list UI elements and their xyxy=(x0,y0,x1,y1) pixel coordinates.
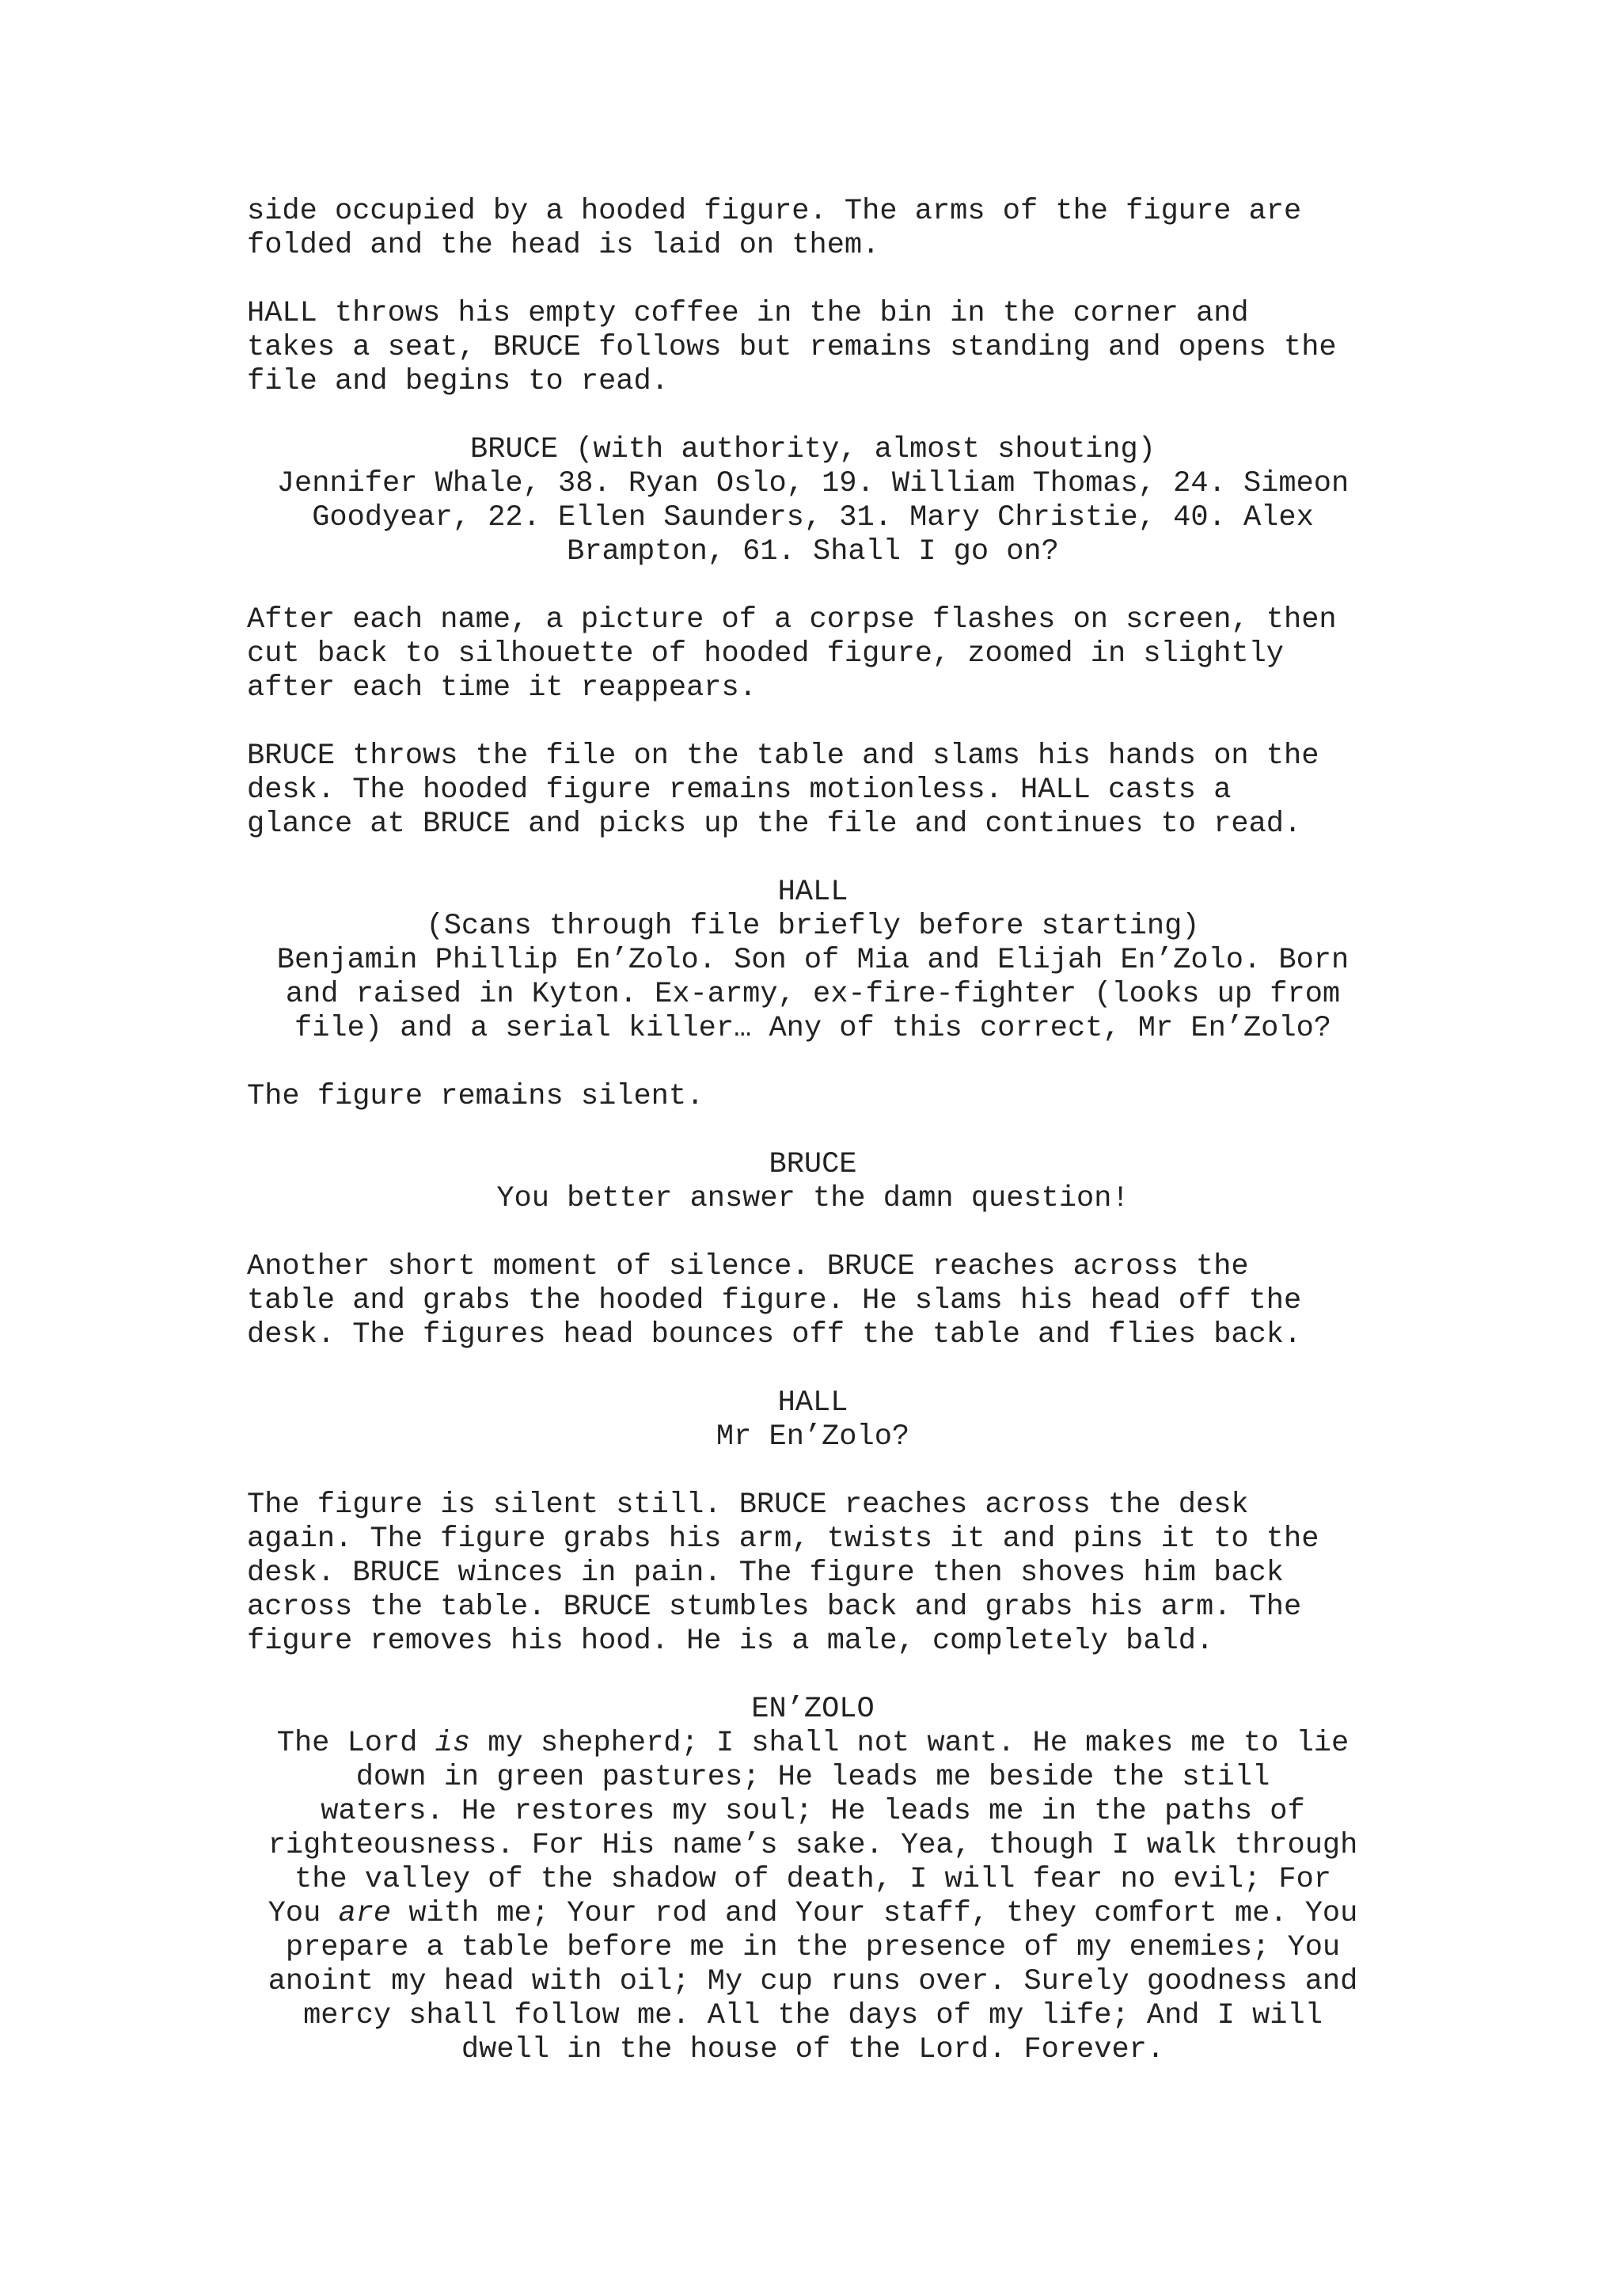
emphasis-text: are xyxy=(338,1897,392,1930)
character-cue: BRUCE (with authority, almost shouting) xyxy=(470,433,1156,466)
character-cue: BRUCE xyxy=(769,1148,857,1181)
action-block: The figure is silent still. BRUCE reaches across the desk again. The figure grabs his arm, twists it and pins it to the desk. BRUCE winces in pain. The figure then shoves him back across the table. BRUCE stumbles back and grabs his arm. The figure removes his hood. He is a male, completely bald. xyxy=(247,1488,1319,1658)
character-cue: HALL xyxy=(777,1386,848,1420)
dialogue-line: prepare a table before me in the presence of my enemies; You xyxy=(285,1931,1341,1964)
action-block: After each name, a picture of a corpse flashes on screen, then cut back to silhouette of hooded figure, zoomed in slightly after each time it reappears. xyxy=(247,603,1337,705)
script-body xyxy=(247,195,1379,2101)
action-block: Another short moment of silence. BRUCE reaches across the table and grabs the hooded figure. He slams his head off the desk. The figures head bounces off the table and flies back. xyxy=(247,1250,1302,1351)
dialogue-line: Brampton, 61. Shall I go on? xyxy=(567,535,1059,568)
dialogue-line: You better answer the damn question! xyxy=(496,1182,1129,1215)
action-block: side occupied by a hooded figure. The arms of the figure are folded and the head is laid on them. xyxy=(247,195,1302,262)
dialogue-line: You are with me; Your rod and Your staff, they comfort me. You xyxy=(268,1897,1358,1930)
dialogue-block xyxy=(247,433,1379,569)
dialogue-line: and raised in Kyton. Ex-army, ex-fire-fighter (looks up from xyxy=(285,978,1341,1011)
dialogue-block xyxy=(247,1693,1379,2067)
dialogue-line: dwell in the house of the Lord. Forever. xyxy=(461,2033,1165,2066)
action-block: The figure remains silent. xyxy=(247,1080,704,1113)
dialogue-line: the valley of the shadow of death, I will fear no evil; For xyxy=(294,1863,1331,1896)
dialogue-line: anoint my head with oil; My cup runs over. Surely goodness and xyxy=(268,1965,1358,1998)
dialogue-block xyxy=(247,1148,1379,1216)
dialogue-line: file) and a serial killer… Any of this correct, Mr En’Zolo? xyxy=(294,1012,1331,1045)
dialogue-line: Goodyear, 22. Ellen Saunders, 31. Mary Christie, 40. Alex xyxy=(312,501,1314,534)
dialogue-block xyxy=(247,876,1379,1046)
character-cue: EN’ZOLO xyxy=(751,1693,875,1726)
dialogue-line: The Lord is my shepherd; I shall not want. He makes me to lie xyxy=(276,1727,1350,1760)
dialogue-line: righteousness. For His name’s sake. Yea, though I walk through xyxy=(268,1829,1358,1862)
emphasis-text: is xyxy=(435,1727,471,1760)
dialogue-block xyxy=(247,1386,1379,1454)
dialogue-line: waters. He restores my soul; He leads me in the paths of xyxy=(321,1795,1305,1828)
dialogue-line: Benjamin Phillip En’Zolo. Son of Mia and Elijah En’Zolo. Born xyxy=(276,944,1350,977)
action-block: HALL throws his empty coffee in the bin in the corner and takes a seat, BRUCE follows but remains standing and opens the file and begins to read. xyxy=(247,297,1337,398)
dialogue-line: down in green pastures; He leads me beside the still xyxy=(355,1761,1270,1794)
dialogue-line: mercy shall follow me. All the days of my life; And I will xyxy=(303,1999,1323,2032)
character-cue: HALL xyxy=(777,876,848,909)
dialogue-line: Jennifer Whale, 38. Ryan Oslo, 19. William Thomas, 24. Simeon xyxy=(276,467,1350,500)
dialogue-line: Mr En’Zolo? xyxy=(716,1420,910,1454)
parenthetical: (Scans through file briefly before starting) xyxy=(426,910,1200,943)
action-block: BRUCE throws the file on the table and slams his hands on the desk. The hooded figure remains motionless. HALL casts a glance at BRUCE and picks up the file and continues to read. xyxy=(247,739,1319,841)
